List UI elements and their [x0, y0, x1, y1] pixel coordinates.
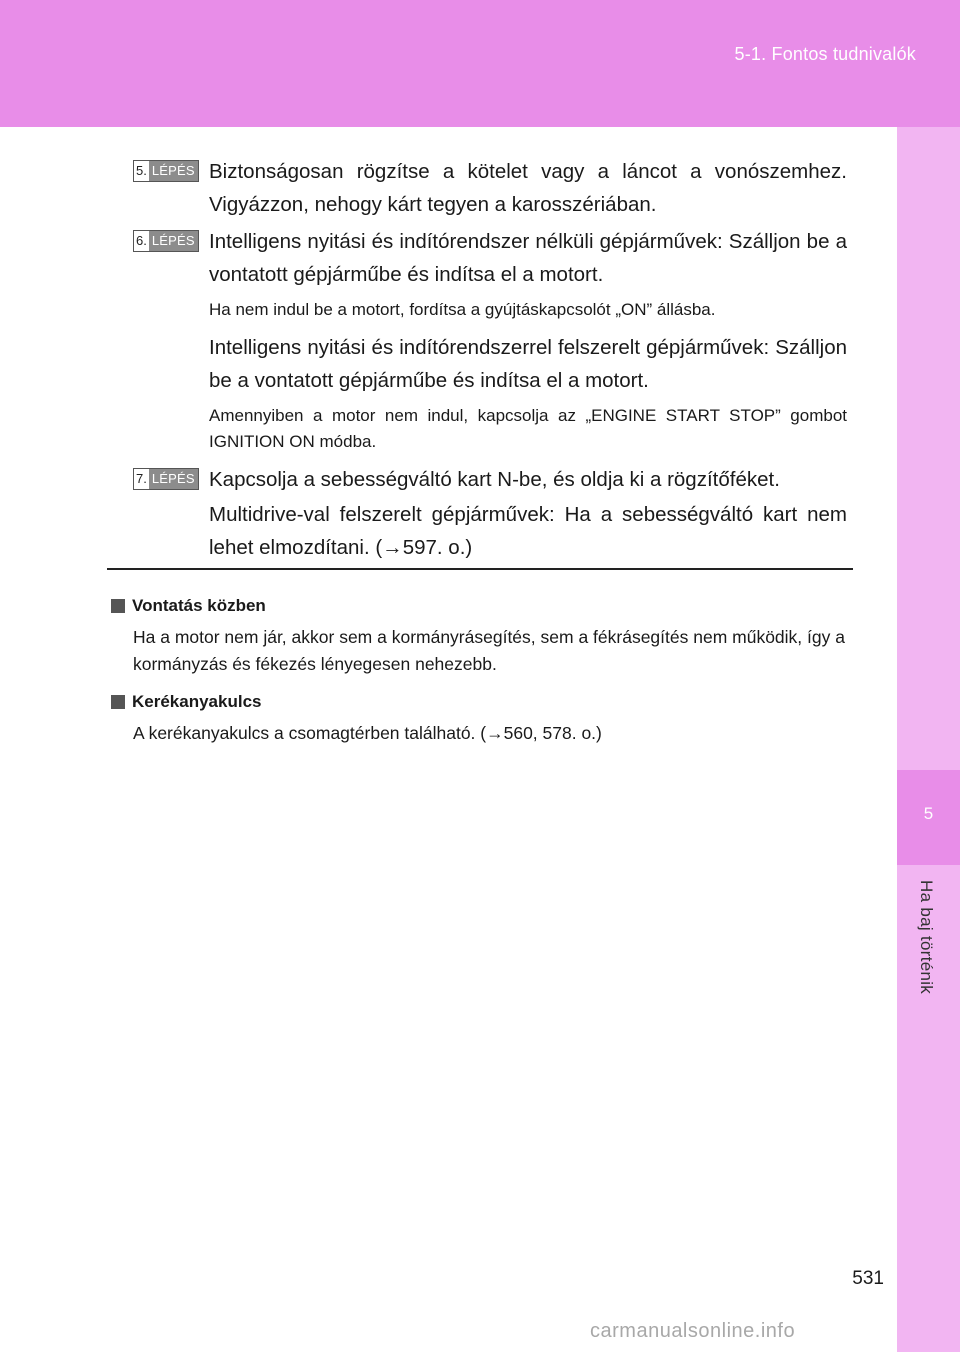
chapter-side-tab — [897, 127, 960, 1352]
step-word: LÉPÉS — [149, 161, 198, 181]
page-number: 531 — [852, 1268, 884, 1289]
step-7 — [133, 463, 847, 564]
page-header — [0, 0, 960, 127]
note-body: Ha a motor nem jár, akkor sem a kormányrásegítés, sem a fékrásegítés nem működik, így a kormányzás és fékezés lényegesen nehezebb. — [133, 627, 845, 674]
step-number: 6. — [134, 231, 149, 251]
section-divider — [107, 568, 853, 570]
square-bullet-icon — [111, 599, 125, 613]
step-note-secondary: Amennyiben a motor nem indul, kapcsolja az „ENGINE START STOP” gombot IGNITION ON módba. — [209, 406, 847, 451]
watermark: carmanualsonline.info — [590, 1320, 796, 1342]
step-text: Biztonságosan rögzítse a kötelet vagy a láncot a vonószemhez. Vigyázzon, nehogy kárt tegyen a karosszériában. — [209, 160, 847, 216]
note-body: A kerékanyakulcs a csomagtérben található. (→560, 578. o.) — [133, 723, 602, 743]
step-number: 7. — [134, 469, 149, 489]
step-badge — [133, 160, 199, 182]
step-number: 5. — [134, 161, 149, 181]
step-badge — [133, 230, 199, 252]
note-wheel-wrench — [111, 688, 847, 747]
step-word: LÉPÉS — [149, 469, 198, 489]
note-title: Vontatás közben — [132, 596, 266, 615]
chapter-number: 5 — [923, 804, 934, 823]
step-6 — [133, 225, 847, 455]
step-badge — [133, 468, 199, 490]
step-text: Kapcsolja a sebességváltó kart N-be, és oldja ki a rögzítőféket. — [209, 468, 780, 491]
square-bullet-icon — [111, 695, 125, 709]
step-text: Intelligens nyitási és indítórendszer nélküli gépjárművek: Szálljon be a vontatott gépjárműbe és indítsa el a motort. — [209, 230, 847, 286]
step-text-secondary: Intelligens nyitási és indítórendszerrel felszerelt gépjárművek: Szálljon be a vontatott gépjárműbe és indítsa el a motort. — [209, 336, 847, 392]
step-text-secondary: Multidrive-val felszerelt gépjárművek: Ha a sebességváltó kart nem lehet elmozdítani. (→597. o.) — [209, 503, 847, 559]
note-towing — [111, 592, 847, 678]
notes-section — [111, 592, 847, 757]
step-5 — [133, 155, 847, 221]
section-title: 5-1. Fontos tudnivalók — [734, 44, 916, 64]
steps-content — [133, 155, 847, 564]
note-title: Kerékanyakulcs — [132, 692, 262, 711]
step-word: LÉPÉS — [149, 231, 198, 251]
step-note: Ha nem indul be a motort, fordítsa a gyújtáskapcsolót „ON” állásba. — [209, 300, 716, 319]
chapter-title: Ha baj történik — [917, 880, 936, 995]
